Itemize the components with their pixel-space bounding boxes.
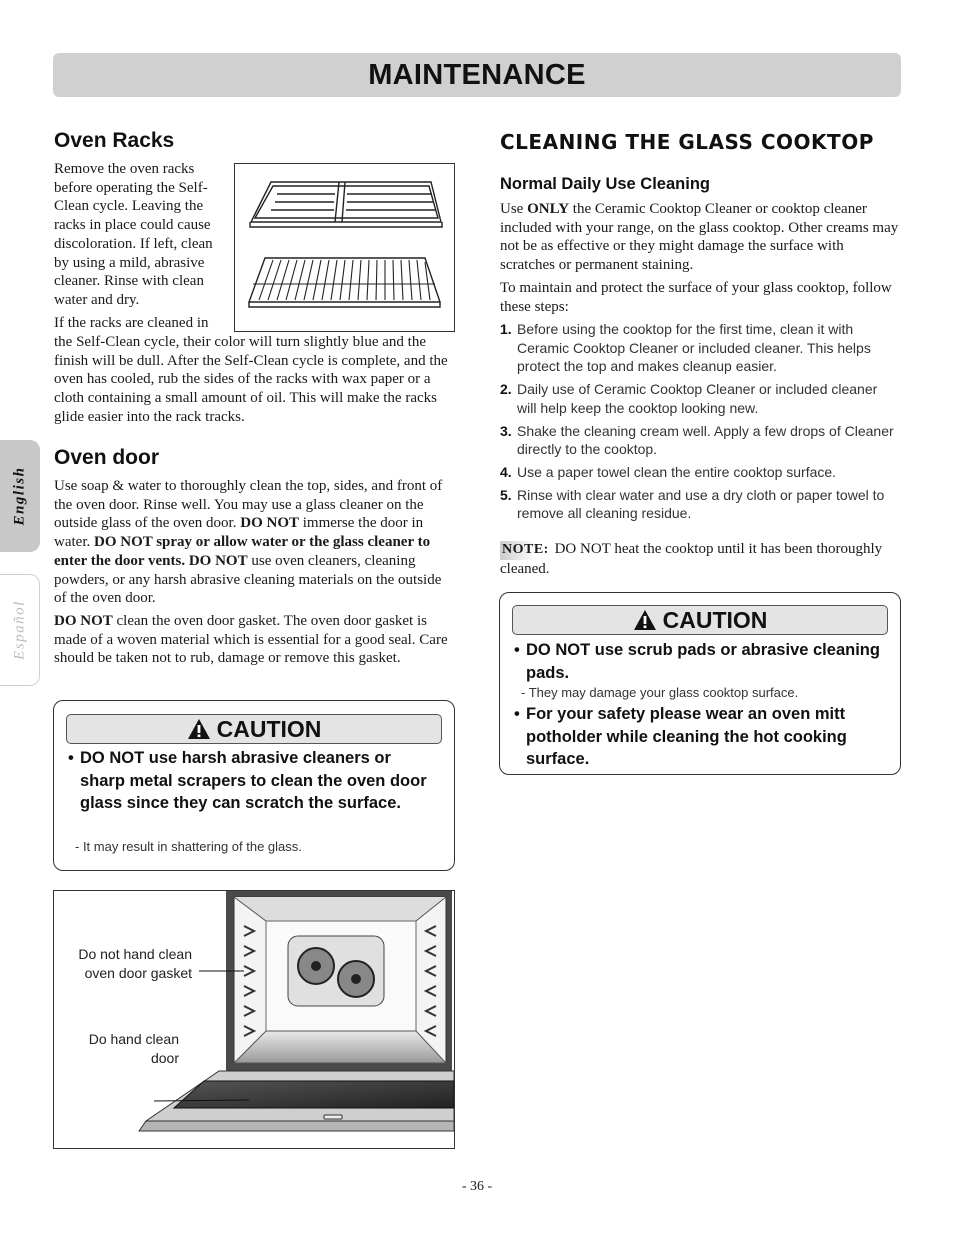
cooktop-heading: CLEANING THE GLASS COOKTOP	[500, 130, 874, 154]
oven-rack-illustration	[234, 163, 455, 332]
step-text: Use a paper towel clean the entire cooktop surface.	[517, 463, 837, 480]
step-number: 2.	[500, 381, 512, 398]
oven-drawing	[54, 891, 454, 1148]
oven-interior-illustration	[53, 890, 455, 1149]
caution-subnote-1: - They may damage your glass cooktop surface.	[521, 685, 799, 700]
oven-racks-heading: Oven Racks	[54, 129, 175, 152]
caution-bullet-2: • For your safety please wear an oven mitt potholder while cleaning the hot cooking surface.	[514, 705, 847, 768]
warning-icon	[633, 609, 657, 631]
cooktop-step	[500, 380, 900, 417]
oven-racks-line: Remove the oven racks	[54, 161, 195, 177]
tab-english-label: English	[11, 466, 28, 526]
cooktop-note	[500, 540, 900, 578]
caution-bullet-1: • DO NOT use scrub pads or abrasive cleaning pads.	[514, 641, 880, 682]
step-number: 3.	[500, 422, 512, 439]
page-number: - 36 -	[461, 1179, 493, 1194]
tab-english[interactable]	[0, 440, 40, 552]
tab-espanol[interactable]	[0, 574, 40, 686]
cooktop-subheading: Normal Daily Use Cleaning	[500, 175, 710, 193]
caution-subnote: - It may result in shattering of the glass.	[75, 839, 302, 854]
step-text: Before using the cooktop for the first time, clean it with Ceramic Cooktop Cleaner or included cleaner. This helps protect the top and makes cleanup easier.	[517, 321, 871, 375]
cooktop-step	[500, 320, 900, 376]
caution-label-cooktop: CAUTION	[662, 606, 768, 633]
door-glass	[174, 1081, 454, 1108]
caution-box-oven-door	[53, 700, 455, 871]
cooktop-step	[500, 422, 900, 459]
step-text: Shake the cleaning cream well. Apply a few drops of Cleaner directly to the cooktop.	[517, 422, 894, 458]
caution-box-cooktop	[499, 592, 901, 775]
note-label: NOTE:	[500, 541, 551, 560]
caution-label: CAUTION	[216, 715, 322, 742]
step-number: 4.	[500, 463, 512, 480]
oven-door-paragraph-1: Use soap & water to thoroughly clean the top, sides, and front of the oven door. Rinse well. You may use a glass cleaner on the outside glass of the oven door. DO NOT immerse the door in water. DO NOT spray or allow water or the glass cleaner to enter the door vents. DO NOT use oven cleaners, cleaning powders, or any harsh abrasive cleaning materials on the outside of the oven door.	[54, 478, 443, 607]
step-text: Daily use of Ceramic Cooktop Cleaner or included cleaner will help keep the cooktop looking new.	[517, 381, 878, 416]
oven-racks-line: Clean cycle. Leaving the	[54, 198, 204, 215]
step-text: Rinse with clear water and use a dry cloth or paper towel to remove all cleaning residue.	[517, 486, 885, 522]
caution-header-cooktop	[512, 605, 888, 635]
page-title: MAINTENANCE	[368, 58, 586, 91]
oven-rack-drawing	[235, 164, 454, 331]
step-number: 5.	[500, 486, 512, 503]
oven-door-heading: Oven door	[54, 446, 160, 469]
callout-door: Do hand clean door	[88, 1031, 179, 1066]
cooktop-paragraph-2: To maintain and protect the surface of your glass cooktop, follow these steps:	[500, 280, 892, 315]
cooktop-step	[500, 463, 900, 482]
step-number: 1.	[500, 321, 512, 337]
cooktop-steps	[500, 320, 900, 527]
oven-racks-paragraph-2: the Self-Clean cycle, their color will turn slightly blue and the finish will be dull. After the Self-Clean cycle is complete, and the oven has cooled, rub the sides of the racks with wax paper or a cloth containing a small amount of oil. This will make the racks glide easier into the rack tracks.	[54, 334, 448, 425]
note-text: DO NOT heat the cooktop until it has been thoroughly cleaned.	[500, 541, 883, 577]
callout-gasket: Do not hand clean oven door gasket	[78, 946, 192, 981]
caution-header	[66, 714, 442, 744]
header-bar	[53, 53, 901, 97]
oven-racks-line: before operating the Self-	[54, 179, 208, 196]
cooktop-step	[500, 486, 900, 523]
caution-bullet: • DO NOT use harsh abrasive cleaners or sharp metal scrapers to clean the oven door glass since they can scratch the surface.	[68, 749, 427, 812]
rack-bars	[253, 260, 435, 300]
oven-racks-line: racks in place could cause	[54, 217, 211, 234]
oven-racks-line: cleaner. Rinse with clean	[54, 273, 204, 290]
oven-door-paragraph-2: DO NOT clean the oven door gasket. The oven door gasket is made of a woven material which is essential for a good seal. Care should be taken not to rub, damage or remove this gasket.	[54, 613, 448, 667]
oven-racks-paragraph-2-first: If the racks are cleaned in	[54, 315, 209, 331]
oven-racks-paragraph-1	[54, 160, 230, 310]
oven-racks-line: discoloration. If left, clean	[54, 235, 213, 252]
warning-icon	[187, 718, 211, 740]
oven-racks-line: water and dry.	[54, 291, 140, 308]
cooktop-paragraph-1: Use ONLY the Ceramic Cooktop Cleaner or cooktop cleaner included with your range, on the glass cooktop. Other creams may not be as effective or they might damage the surface with scratches or permanent staining.	[500, 201, 899, 274]
tab-espanol-label: Español	[11, 600, 27, 660]
oven-racks-line: by using a mild, abrasive	[54, 254, 205, 271]
